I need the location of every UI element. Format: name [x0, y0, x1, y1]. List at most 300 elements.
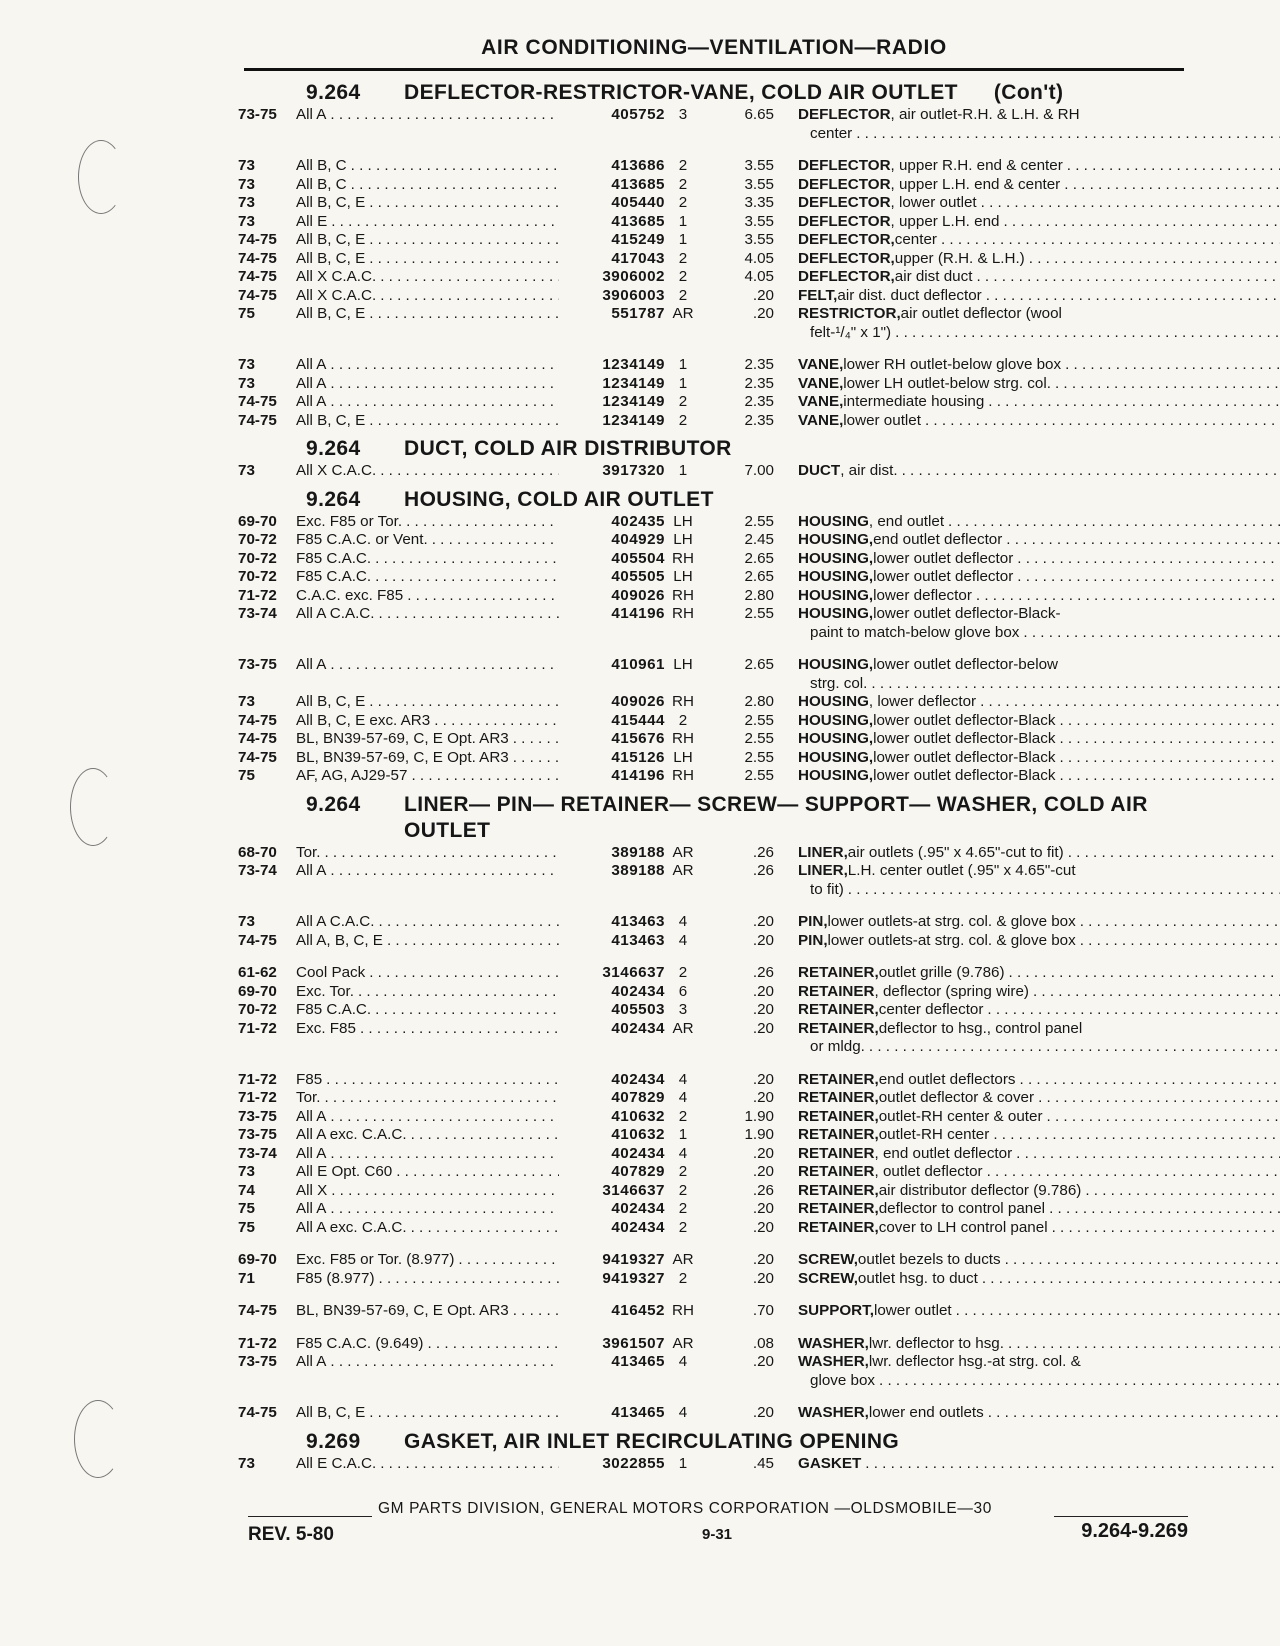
part-name: RESTRICTOR, [798, 305, 901, 322]
application-text: Exc. F85 or Tor. [296, 512, 403, 530]
description-line [798, 767, 1280, 786]
dot-leader [988, 393, 1280, 412]
section-heading [238, 792, 1188, 844]
price: .26 [752, 862, 774, 879]
part-number: 402434 [611, 1144, 665, 1162]
row-group [238, 844, 1188, 900]
table-row [238, 730, 1188, 749]
quantity: LH [673, 656, 693, 673]
description-continuation-text: glove box [810, 1371, 876, 1389]
dot-leader [848, 881, 1280, 900]
application-text: All E [296, 212, 328, 230]
price: .20 [752, 1251, 774, 1268]
model-year: 74-75 [238, 730, 277, 747]
description-line [798, 749, 1280, 768]
application [296, 213, 559, 232]
dot-leader [351, 157, 559, 176]
quantity: 2 [678, 249, 688, 267]
dot-leader [380, 268, 559, 287]
model-year: 71-72 [238, 586, 277, 604]
table-row [238, 1182, 1188, 1201]
model-year: 68-70 [238, 843, 277, 861]
model-year: 71 [238, 1269, 255, 1287]
row-group [238, 462, 1188, 481]
part-number: 413685 [611, 212, 665, 230]
dot-leader [982, 1270, 1280, 1289]
dot-leader [956, 1302, 1280, 1321]
description-line [798, 356, 1280, 375]
price: .20 [752, 1163, 774, 1180]
section-title [404, 1429, 1188, 1455]
description-continuation-text: or mldg. [810, 1038, 865, 1055]
dot-leader [330, 862, 559, 899]
table-row [238, 250, 1188, 269]
table-row [238, 287, 1188, 306]
model-year: 70-72 [238, 1001, 277, 1018]
application [296, 1353, 559, 1390]
price: 2.55 [744, 605, 774, 622]
description-text: L.H. center outlet (.95" x 4.65"-cut [847, 862, 1076, 879]
description [774, 1335, 1280, 1354]
part-number: 415126 [611, 748, 665, 766]
model-year: 73 [238, 462, 255, 479]
description-text: lower outlet deflector-Black [873, 730, 1056, 747]
application-text: F85 (8.977) [296, 1269, 375, 1287]
part-name: SCREW, [798, 1269, 858, 1287]
part-number: 1234149 [602, 393, 665, 410]
description [774, 550, 1280, 569]
description-text: lwr. deflector hsg.-at strg. col. & [868, 1353, 1081, 1370]
table-row [238, 749, 1188, 768]
price: 2.45 [744, 531, 774, 548]
application [296, 730, 559, 749]
dot-leader [1047, 1108, 1280, 1127]
description [774, 587, 1280, 606]
section-heading [238, 436, 1188, 462]
part-name: HOUSING, [798, 748, 874, 766]
part-number: 413685 [611, 175, 665, 193]
application-text: All E C.A.C. [296, 1454, 377, 1472]
quantity: 1 [678, 356, 688, 373]
model-year: 74-75 [238, 286, 277, 304]
application-text: All B, C, E exc. AR3 [296, 711, 431, 729]
model-year: 69-70 [238, 512, 277, 530]
price: 2.65 [744, 549, 774, 567]
quantity: 4 [678, 1404, 688, 1421]
model-year: 73 [238, 1163, 255, 1180]
description-line [798, 730, 1280, 749]
part-name: HOUSING, [798, 568, 874, 585]
description-text: , end outlet [868, 512, 945, 530]
application [296, 194, 559, 213]
dot-leader [407, 587, 559, 606]
price: 2.80 [744, 586, 774, 604]
model-year: 74 [238, 1181, 255, 1199]
dot-leader [976, 587, 1280, 606]
quantity: AR [672, 862, 694, 879]
part-number: 413686 [611, 157, 665, 174]
table-row [238, 194, 1188, 213]
dot-leader [869, 1038, 1280, 1057]
part-number: 402434 [611, 1200, 665, 1217]
description [774, 375, 1280, 394]
description [774, 268, 1280, 287]
description [774, 964, 1280, 983]
application [296, 462, 559, 481]
description [774, 712, 1280, 731]
description-text: center deflector [878, 1001, 984, 1018]
model-year: 73 [238, 157, 255, 174]
description [774, 1089, 1280, 1108]
description-line [798, 1145, 1280, 1164]
table-row [238, 157, 1188, 176]
description [774, 412, 1280, 431]
application [296, 1145, 559, 1164]
dot-leader [324, 1089, 559, 1108]
part-number: 405503 [611, 1001, 665, 1018]
part-name: WASHER, [798, 1334, 869, 1352]
dot-leader [411, 1219, 559, 1238]
dot-leader [1017, 568, 1280, 587]
description-line [798, 106, 1280, 125]
application-text: All B, C, E [296, 194, 366, 211]
table-row [238, 862, 1188, 899]
table-row [238, 1163, 1188, 1182]
price: .20 [752, 1144, 774, 1162]
dot-leader [369, 1404, 559, 1423]
application-text: Exc. Tor. [296, 982, 354, 1000]
dot-leader [330, 1108, 559, 1127]
part-name: RETAINER, [798, 1070, 879, 1088]
application [296, 712, 559, 731]
application-text: All X C.A.C. [296, 462, 377, 479]
dot-leader [1059, 730, 1280, 749]
part-number: 389188 [611, 843, 665, 861]
section-number: 9.269 [306, 1429, 361, 1453]
quantity: 3 [678, 1001, 688, 1018]
section-heading [238, 1429, 1188, 1455]
price: 4.05 [744, 249, 774, 267]
application [296, 375, 559, 394]
model-year: 73 [238, 175, 255, 193]
price: 3.55 [744, 157, 774, 174]
application-text: F85 C.A.C. [296, 568, 372, 585]
application [296, 287, 559, 306]
price: .20 [752, 305, 774, 322]
application [296, 1251, 559, 1270]
description-text: air dist duct [894, 268, 973, 285]
part-name: RETAINER, [798, 1089, 879, 1106]
row-group [238, 1302, 1188, 1321]
application [296, 605, 559, 642]
binder-hole [70, 768, 116, 846]
dot-leader [993, 1126, 1280, 1145]
price: 6.65 [744, 106, 774, 123]
quantity: 2 [678, 194, 688, 211]
description-line [798, 213, 1280, 232]
application-text: Tor. [296, 1089, 321, 1106]
price: .20 [752, 286, 774, 304]
model-year: 75 [238, 1218, 255, 1236]
application [296, 862, 559, 899]
description [774, 656, 1280, 693]
application-text: Exc. F85 or Tor. (8.977) [296, 1251, 455, 1268]
description-continuation-text: to fit) [810, 880, 844, 898]
dot-leader [379, 605, 560, 642]
description [774, 1251, 1280, 1270]
price: .45 [752, 1454, 774, 1472]
table-row [238, 1126, 1188, 1145]
part-number: 409026 [611, 693, 665, 710]
quantity: 1 [678, 231, 688, 248]
description-continuation [798, 125, 1280, 144]
dot-leader [1068, 844, 1280, 863]
part-name: RETAINER, [798, 1019, 879, 1037]
part-number: 417043 [611, 249, 665, 267]
model-year: 69-70 [238, 982, 277, 1000]
quantity: 4 [678, 931, 688, 949]
row-group [238, 913, 1188, 950]
dot-leader [358, 983, 559, 1002]
part-number: 405505 [611, 568, 665, 585]
application [296, 1302, 559, 1321]
description [774, 250, 1280, 269]
part-number: 3961507 [602, 1334, 665, 1352]
dot-leader [879, 1372, 1280, 1391]
section-heading [238, 487, 1188, 513]
description [774, 194, 1280, 213]
part-name: HOUSING, [798, 549, 874, 567]
description-line [798, 1251, 1280, 1270]
description [774, 531, 1280, 550]
section-number: 9.264 [306, 437, 361, 460]
quantity: AR [672, 1251, 694, 1268]
description-text: , upper L.H. end [890, 212, 1000, 230]
application [296, 964, 559, 983]
application-text: All B, C, E [296, 305, 366, 322]
price: 2.35 [744, 411, 774, 429]
quantity: RH [672, 549, 694, 567]
dot-leader [379, 1270, 559, 1289]
model-year: 74-75 [238, 748, 277, 766]
page-number: 9-31 [702, 1526, 733, 1543]
application [296, 412, 559, 431]
price: 1.90 [744, 1126, 774, 1143]
model-year: 73-74 [238, 605, 277, 622]
quantity: 1 [678, 1126, 688, 1143]
table-row [238, 656, 1188, 693]
price: 2.65 [744, 568, 774, 585]
quantity: 2 [678, 964, 688, 981]
application [296, 1219, 559, 1238]
row-group [238, 106, 1188, 143]
description-line [798, 287, 1280, 306]
part-number: 1234149 [602, 356, 665, 373]
table-row [238, 1455, 1188, 1474]
part-number: 410632 [611, 1126, 665, 1143]
application [296, 1200, 559, 1219]
part-number: 402435 [611, 512, 665, 530]
table-row [238, 693, 1188, 712]
application [296, 268, 559, 287]
description [774, 730, 1280, 749]
application-text: All X [296, 1181, 328, 1199]
description-line [798, 531, 1280, 550]
model-year: 74-75 [238, 393, 277, 410]
model-year: 71-72 [238, 1089, 277, 1106]
model-year: 74-75 [238, 411, 277, 429]
dot-leader [902, 462, 1280, 481]
dot-leader [331, 1182, 559, 1201]
quantity: RH [672, 605, 694, 622]
description [774, 393, 1280, 412]
description-line [798, 1404, 1280, 1423]
quantity: RH [672, 767, 694, 784]
model-year: 61-62 [238, 964, 277, 981]
quantity: RH [672, 730, 694, 747]
dot-leader [330, 106, 559, 143]
description [774, 305, 1280, 342]
dot-leader [434, 712, 559, 731]
part-name: DEFLECTOR [798, 175, 891, 193]
description-continuation [798, 675, 1280, 694]
price: .70 [752, 1302, 774, 1319]
application-text: F85 C.A.C. [296, 549, 372, 567]
description-line [798, 157, 1280, 176]
application-text: All A exc. C.A.C. [296, 1218, 407, 1236]
model-year: 74-75 [238, 231, 277, 248]
section-number: 9.264 [306, 792, 361, 816]
description-text: lower outlet deflector-Black [873, 748, 1056, 766]
application-text: All E Opt. C60 [296, 1163, 393, 1180]
model-year: 75 [238, 767, 255, 784]
application-text: All B, C [296, 175, 347, 193]
application [296, 1020, 559, 1057]
part-name: VANE, [798, 356, 844, 373]
part-name: DEFLECTOR, [798, 249, 895, 267]
model-year: 75 [238, 1200, 255, 1217]
description-line [798, 1219, 1280, 1238]
description-line [798, 1353, 1280, 1372]
table-row [238, 1270, 1188, 1289]
dot-leader [380, 287, 559, 306]
description [774, 1001, 1280, 1020]
application-text: All X C.A.C. [296, 268, 377, 285]
quantity: 2 [678, 1218, 688, 1236]
model-year: 74-75 [238, 1404, 277, 1421]
dot-leader [1029, 250, 1280, 269]
description-text: , air dist. [840, 462, 898, 479]
dot-leader [987, 1001, 1280, 1020]
part-name: VANE, [798, 393, 844, 410]
description-text: outlet bezels to ducts [857, 1251, 1001, 1268]
description [774, 983, 1280, 1002]
description-text: outlet-RH center & outer [878, 1107, 1043, 1125]
application-text: BL, BN39-57-69, C, E Opt. AR3 [296, 730, 509, 747]
price: .20 [752, 1089, 774, 1106]
row-group [238, 1335, 1188, 1391]
table-row [238, 176, 1188, 195]
row-group [238, 1251, 1188, 1288]
description-line [798, 250, 1280, 269]
description-text: air outlets (.95" x 4.65"-cut to fit) [847, 843, 1064, 861]
description-text: lower outlet deflector [873, 549, 1014, 567]
description-continuation [798, 1038, 1280, 1057]
application [296, 513, 559, 532]
part-name: RETAINER, [798, 1001, 879, 1018]
description-text: outlet deflector & cover [878, 1089, 1035, 1106]
dot-leader [941, 231, 1280, 250]
part-number: 405752 [611, 106, 665, 123]
table-row [238, 106, 1188, 143]
description-text: lower outlet [873, 1302, 952, 1319]
description-text: cover to LH control panel [878, 1218, 1048, 1236]
quantity: 4 [678, 1070, 688, 1088]
part-number: 9419327 [602, 1251, 665, 1268]
quantity: 2 [678, 157, 688, 174]
table-row [238, 1001, 1188, 1020]
dot-leader [1064, 176, 1280, 195]
dot-leader [871, 675, 1280, 694]
description [774, 1020, 1280, 1057]
dot-leader [369, 412, 559, 431]
model-year: 73-75 [238, 106, 277, 123]
table-row [238, 1353, 1188, 1390]
table-row [238, 1302, 1188, 1321]
table-row [238, 1219, 1188, 1238]
description-text: air outlet deflector (wool [900, 305, 1062, 322]
model-year: 75 [238, 305, 255, 322]
part-name: PIN, [798, 913, 828, 930]
table-row [238, 213, 1188, 232]
application-text: All A [296, 374, 327, 392]
table-row [238, 1108, 1188, 1127]
dot-leader [427, 1335, 559, 1354]
quantity: 2 [678, 286, 688, 304]
description-line [798, 1089, 1280, 1108]
quantity: 2 [678, 411, 688, 429]
description-line [798, 1126, 1280, 1145]
part-name: HOUSING, [798, 656, 874, 673]
description-text: lower outlet deflector-below [873, 656, 1058, 673]
dot-leader [1085, 1182, 1280, 1201]
part-name: DEFLECTOR [798, 194, 891, 211]
application [296, 568, 559, 587]
quantity: 2 [678, 175, 688, 193]
part-name: HOUSING, [798, 531, 874, 548]
price: 2.80 [744, 693, 774, 710]
quantity: AR [672, 1334, 694, 1352]
description [774, 106, 1280, 143]
part-number: 402434 [611, 1019, 665, 1037]
description-line [798, 176, 1280, 195]
part-name: DEFLECTOR [798, 157, 891, 174]
model-year: 73 [238, 356, 255, 373]
page-title: AIR CONDITIONING—VENTILATION—RADIO [481, 36, 947, 59]
application [296, 932, 559, 951]
description-text: , upper L.H. end & center [890, 175, 1061, 193]
application-text: F85 C.A.C. or Vent. [296, 531, 428, 548]
part-name: VANE, [798, 374, 844, 392]
dot-leader [981, 194, 1280, 213]
dot-leader [987, 1163, 1280, 1182]
section-title [404, 487, 1188, 513]
part-number: 404929 [611, 531, 665, 548]
part-number: 410632 [611, 1107, 665, 1125]
part-name: SUPPORT, [798, 1302, 874, 1319]
model-year: 73 [238, 212, 255, 230]
description-text: outlet grille (9.786) [878, 964, 1005, 981]
